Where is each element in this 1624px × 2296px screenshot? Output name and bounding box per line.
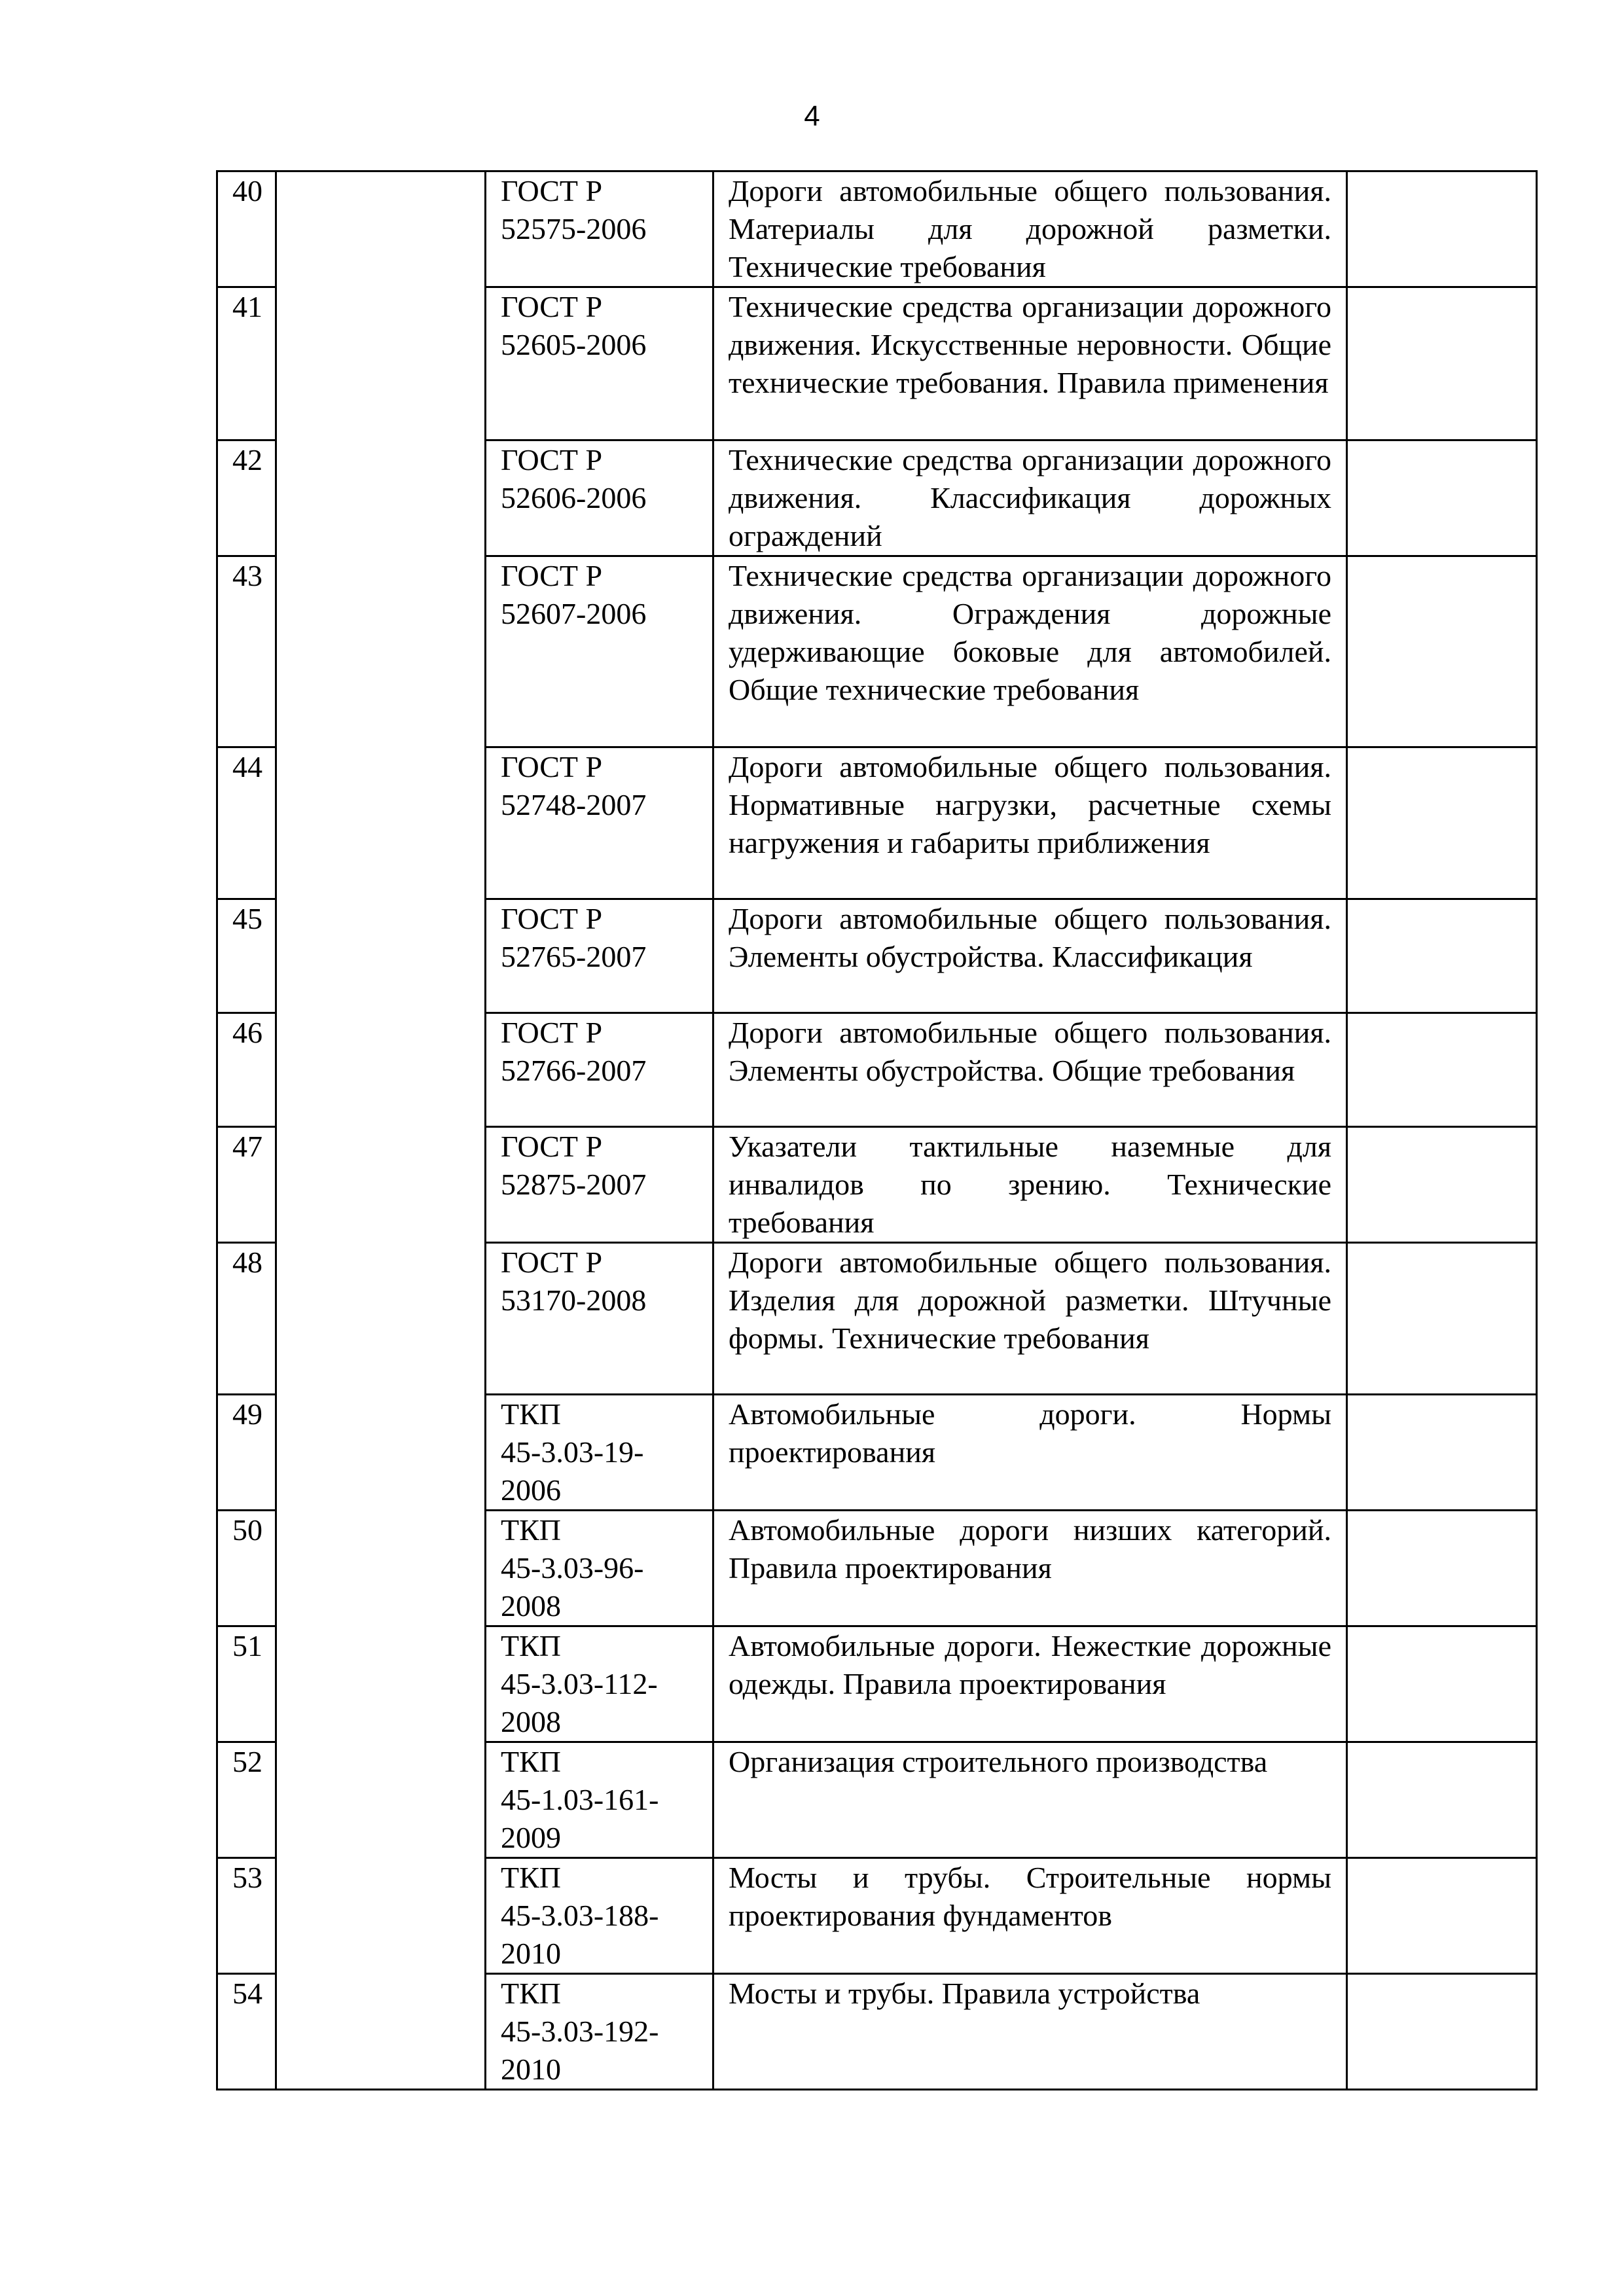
- standard-title: Дороги автомобильные общего пользования. Нормативные нагрузки, расчетные схемы нагружения и габариты приближения: [713, 747, 1347, 899]
- standard-code-line: 2006: [501, 1473, 561, 1507]
- standard-code-line: ТКП: [501, 1977, 561, 2010]
- standard-code: [486, 1395, 713, 1511]
- standard-code-line: 52575-2006: [501, 212, 647, 245]
- standard-title: Указатели тактильные наземные для инвалидов по зрению. Технические требования: [713, 1127, 1347, 1243]
- empty-notes-cell: [1347, 556, 1537, 747]
- row-number: 41: [217, 287, 276, 440]
- standard-title: Автомобильные дороги. Нормы проектирования: [713, 1395, 1347, 1511]
- standard-code: [486, 171, 713, 287]
- standard-code: [486, 1013, 713, 1127]
- standard-code-line: 52606-2006: [501, 481, 647, 514]
- standard-code: [486, 1626, 713, 1742]
- standard-code-line: ГОСТ Р: [501, 1016, 603, 1049]
- empty-column-cell: [276, 171, 486, 2090]
- standard-title: Мосты и трубы. Строительные нормы проектирования фундаментов: [713, 1858, 1347, 1974]
- empty-notes-cell: [1347, 440, 1537, 556]
- standard-code-line: ТКП: [501, 1745, 561, 1778]
- row-number: 45: [217, 899, 276, 1013]
- standard-code-line: ТКП: [501, 1861, 561, 1894]
- empty-notes-cell: [1347, 287, 1537, 440]
- row-number: 40: [217, 171, 276, 287]
- standard-code-line: ГОСТ Р: [501, 1246, 603, 1279]
- empty-notes-cell: [1347, 1013, 1537, 1127]
- empty-notes-cell: [1347, 899, 1537, 1013]
- standards-table: [216, 170, 1538, 2090]
- empty-notes-cell: [1347, 1511, 1537, 1626]
- empty-notes-cell: [1347, 171, 1537, 287]
- standard-code-line: 52765-2007: [501, 940, 647, 973]
- standard-code-line: ГОСТ Р: [501, 559, 603, 592]
- standard-code-line: 52607-2006: [501, 597, 647, 630]
- standard-code-line: ГОСТ Р: [501, 290, 603, 323]
- standard-code: [486, 747, 713, 899]
- standard-title: Дороги автомобильные общего пользования. Элементы обустройства. Классификация: [713, 899, 1347, 1013]
- standard-code-line: 45-3.03-188-: [501, 1899, 659, 1932]
- empty-notes-cell: [1347, 747, 1537, 899]
- row-number: 46: [217, 1013, 276, 1127]
- standard-code-line: ГОСТ Р: [501, 750, 603, 783]
- standard-code: [486, 556, 713, 747]
- empty-notes-cell: [1347, 1127, 1537, 1243]
- standard-code-line: ГОСТ Р: [501, 174, 603, 207]
- standard-code: [486, 287, 713, 440]
- row-number: 44: [217, 747, 276, 899]
- standard-code-line: 52875-2007: [501, 1168, 647, 1201]
- standard-code-line: ГОСТ Р: [501, 902, 603, 935]
- row-number: 49: [217, 1395, 276, 1511]
- empty-notes-cell: [1347, 1858, 1537, 1974]
- empty-notes-cell: [1347, 1974, 1537, 2090]
- standard-code: [486, 899, 713, 1013]
- row-number: 52: [217, 1742, 276, 1858]
- standard-code-line: 53170-2008: [501, 1283, 647, 1317]
- standard-title: Технические средства организации дорожного движения. Ограждения дорожные удерживающие боковые для автомобилей. Общие технические требования: [713, 556, 1347, 747]
- row-number: 48: [217, 1243, 276, 1395]
- standard-code-line: 52605-2006: [501, 328, 647, 361]
- standard-code-line: 45-3.03-192-: [501, 2015, 659, 2048]
- standard-title: Технические средства организации дорожного движения. Классификация дорожных ограждений: [713, 440, 1347, 556]
- standard-code-line: 2010: [501, 2053, 561, 2086]
- standard-title: Технические средства организации дорожного движения. Искусственные неровности. Общие технические требования. Правила применения: [713, 287, 1347, 440]
- row-number: 54: [217, 1974, 276, 2090]
- standard-code-line: ТКП: [501, 1629, 561, 1662]
- standard-code: [486, 1974, 713, 2090]
- empty-notes-cell: [1347, 1626, 1537, 1742]
- standard-title: Автомобильные дороги низших категорий. Правила проектирования: [713, 1511, 1347, 1626]
- table-row: [217, 171, 1537, 287]
- standard-code: [486, 1858, 713, 1974]
- row-number: 43: [217, 556, 276, 747]
- row-number: 53: [217, 1858, 276, 1974]
- row-number: 51: [217, 1626, 276, 1742]
- standard-code: [486, 1243, 713, 1395]
- standard-code: [486, 1511, 713, 1626]
- standard-code: [486, 1742, 713, 1858]
- page-number: 4: [804, 100, 820, 132]
- standard-code-line: ТКП: [501, 1397, 561, 1431]
- standard-code-line: 45-3.03-19-: [501, 1435, 644, 1469]
- standard-title: Организация строительного производства: [713, 1742, 1347, 1858]
- row-number: 50: [217, 1511, 276, 1626]
- standard-code-line: 45-3.03-112-: [501, 1667, 658, 1700]
- standard-code-line: 52748-2007: [501, 788, 647, 821]
- standard-title: Дороги автомобильные общего пользования. Материалы для дорожной разметки. Технические требования: [713, 171, 1347, 287]
- row-number: 42: [217, 440, 276, 556]
- standard-code-line: 52766-2007: [501, 1054, 647, 1087]
- standard-code-line: 2008: [501, 1705, 561, 1738]
- standard-code-line: 2009: [501, 1821, 561, 1854]
- row-number: 47: [217, 1127, 276, 1243]
- standard-code-line: ГОСТ Р: [501, 1130, 603, 1163]
- standards-table-body: [217, 171, 1537, 2090]
- standard-code-line: 45-1.03-161-: [501, 1783, 659, 1816]
- standard-code: [486, 440, 713, 556]
- standard-code-line: 2008: [501, 1589, 561, 1623]
- standard-code: [486, 1127, 713, 1243]
- standard-code-line: ГОСТ Р: [501, 443, 603, 476]
- standard-title: Дороги автомобильные общего пользования. Изделия для дорожной разметки. Штучные формы. Технические требования: [713, 1243, 1347, 1395]
- standard-title: Дороги автомобильные общего пользования. Элементы обустройства. Общие требования: [713, 1013, 1347, 1127]
- empty-notes-cell: [1347, 1742, 1537, 1858]
- empty-notes-cell: [1347, 1243, 1537, 1395]
- standard-code-line: 45-3.03-96-: [501, 1551, 644, 1585]
- standard-title: Автомобильные дороги. Нежесткие дорожные одежды. Правила проектирования: [713, 1626, 1347, 1742]
- standard-code-line: ТКП: [501, 1513, 561, 1547]
- empty-notes-cell: [1347, 1395, 1537, 1511]
- standard-title: Мосты и трубы. Правила устройства: [713, 1974, 1347, 2090]
- standard-code-line: 2010: [501, 1937, 561, 1970]
